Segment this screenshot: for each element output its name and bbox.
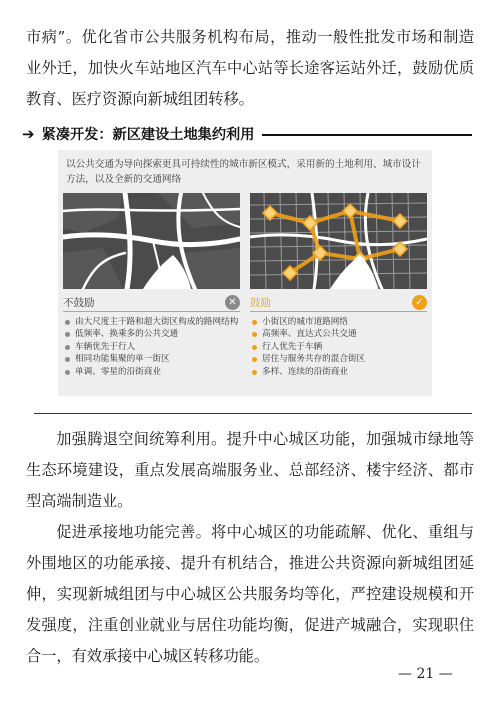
section-heading bbox=[22, 124, 472, 144]
checkmark-icon: ✓ bbox=[412, 295, 427, 310]
map-discouraged bbox=[63, 193, 240, 289]
discouraged-column bbox=[63, 293, 240, 378]
map-encouraged bbox=[250, 193, 427, 289]
arrow-right-icon: ➔ bbox=[22, 125, 35, 143]
page-number: — 21 — bbox=[398, 666, 453, 682]
list-item: 低频率、换乘多的公共交通 bbox=[63, 328, 240, 340]
list-item: 多样、连续的沿街商业 bbox=[250, 366, 427, 378]
heading-rule bbox=[262, 134, 472, 136]
paragraph-space-reuse bbox=[26, 424, 474, 517]
encouraged-title: 鼓励 bbox=[250, 296, 271, 309]
list-item: 相同功能集聚的单一街区 bbox=[63, 353, 240, 365]
list-item: 小街区的城市道路网络 bbox=[250, 316, 427, 328]
list-item: 行人优先于车辆 bbox=[250, 341, 427, 353]
list-item: 居住与服务共存的混合街区 bbox=[250, 353, 427, 365]
paragraph-text: 加强腾退空间统筹利用。提升中心城区功能，加强城市绿地等生态环境建设，重点发展高端服务业、总部经济、楼宇经济、都市型高端制造业。 bbox=[26, 430, 474, 510]
list-item: 高频率、直达式公共交通 bbox=[250, 328, 427, 340]
list-item: 车辆优先于行人 bbox=[63, 341, 240, 353]
list-item: 单调、零星的沿街商业 bbox=[63, 366, 240, 378]
list-item: 由大尺度主干路和超大街区构成的路网结构 bbox=[63, 316, 240, 328]
cross-icon: ✕ bbox=[225, 295, 240, 310]
intro-paragraph: 市病”。优化省市公共服务机构布局，推动一般性批发市场和制造业外迁，加快火车站地区汽车中心站等长途客运站外迁，鼓励优质教育、医疗资源向新城组团转移。 bbox=[26, 28, 474, 108]
paragraph-receiving-areas bbox=[26, 517, 474, 672]
paragraph-text: 促进承接地功能完善。将中心城区的功能疏解、优化、重组与外围地区的功能承接、提升有机结合，推进公共资源向新城组团延伸，实现新城组团与中心城区公共服务均等化，严控建设规模和开发强度，注重创业就业与居住功能均衡，促进产城融合，实现职住合一，有效承接中心城区转移功能。 bbox=[26, 523, 474, 665]
comparison-figure bbox=[58, 150, 432, 396]
encouraged-column bbox=[250, 293, 427, 378]
section-divider bbox=[34, 413, 472, 414]
figure-caption: 以公共交通为导向探索更具可持续性的城市新区模式，采用新的土地利用、城市设计方法，以及全新的交通网络 bbox=[66, 159, 421, 185]
discouraged-title: 不鼓励 bbox=[63, 296, 95, 309]
section-heading-text: 紧凑开发：新区建设土地集约利用 bbox=[41, 127, 255, 143]
